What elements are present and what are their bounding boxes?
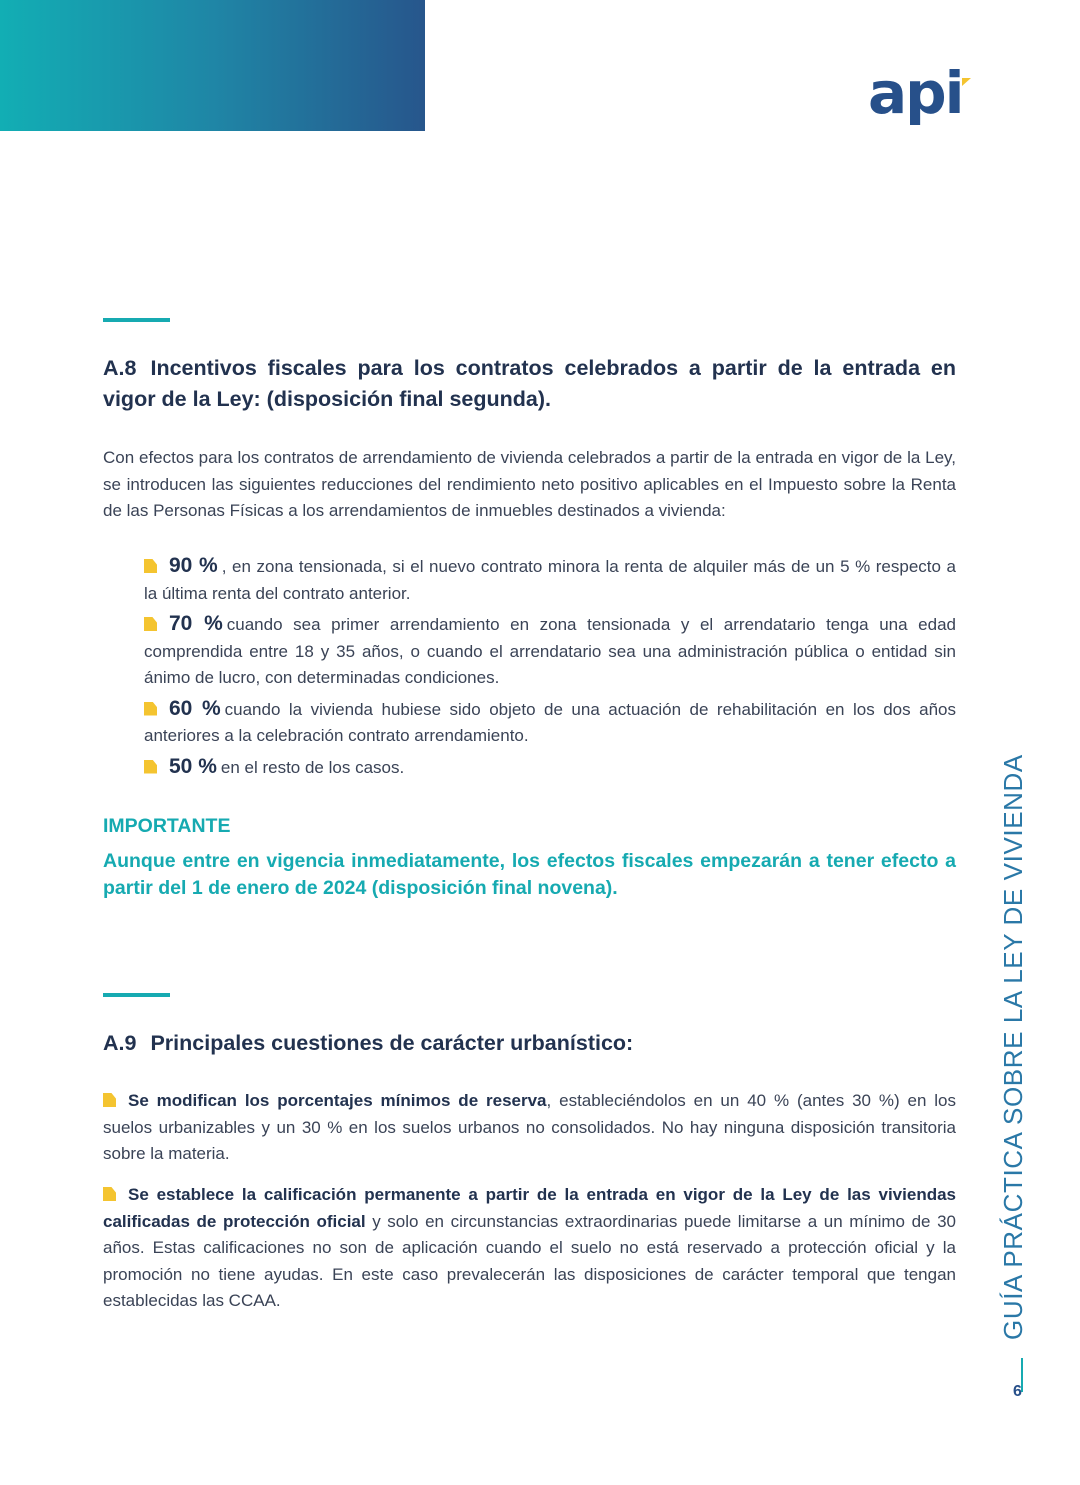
page-number: 6	[1013, 1383, 1022, 1400]
bullet-icon	[144, 559, 157, 573]
urban-item	[103, 1088, 956, 1168]
section-title-a8	[103, 353, 956, 415]
intro-paragraph: Con efectos para los contratos de arrendamiento de vivienda celebrados a partir de la entrada en vigor de la Ley, se introducen las siguientes reducciones del rendimiento neto positivo aplicables en el Impuesto sobre la Renta de las Personas Físicas a los arrendamientos de inmuebles destinados a vivienda:	[103, 448, 956, 520]
bullet-icon	[103, 1093, 116, 1107]
list-item	[144, 611, 956, 692]
percentage-value: 90 %	[169, 554, 218, 577]
section-title-text: Incentivos fiscales para los contratos celebrados a partir de la entrada en vigor de la Ley: (disposición final segunda).	[103, 356, 956, 411]
urban-item	[103, 1182, 956, 1315]
important-note: Aunque entre en vigencia inmediatamente, los efectos fiscales empezarán a tener efecto a partir del 1 de enero de 2024 (disposición final novena).	[103, 850, 956, 899]
list-item-text: cuando la vivienda hubiese sido objeto de una actuación de rehabilitación en los dos años anteriores a la celebración contrato arrendamiento.	[144, 699, 956, 745]
urban-item-text: , estableciéndolos en un 40 % (antes 30 %) en los suelos urbanizables y un 30 % en los suelos urbanos no consolidados. No hay ninguna disposición transitoria sobre la materia.	[103, 1091, 956, 1163]
list-item	[144, 696, 956, 750]
list-item	[144, 553, 956, 607]
reduction-list	[144, 553, 956, 785]
bullet-icon	[103, 1187, 116, 1201]
logo-wordmark: api	[868, 59, 963, 127]
list-item	[144, 754, 956, 782]
header-gradient-band	[0, 0, 425, 131]
section-number: A.9	[103, 1031, 137, 1055]
list-item-text: en el resto de los casos.	[220, 757, 405, 777]
section-title-text: Principales cuestiones de carácter urbanístico:	[150, 1031, 634, 1055]
bullet-icon	[144, 617, 157, 631]
urban-item-text: y solo en circunstancias extraordinarias puede limitarse a un mínimo de 30 años. Estas calificaciones no son de aplicación cuando el suelo no está reservado a protección oficial y la promoción no tiene ayudas. En este caso prevalecerán las disposiciones de carácter temporal que tengan establecidas las CCAA.	[103, 1211, 956, 1310]
important-label: IMPORTANTE	[103, 815, 231, 837]
percentage-value: 70 %	[169, 612, 223, 635]
urban-item-bold: Se establece la calificación permanente a partir de la entrada en vigor de la Ley de las viviendas calificadas de protección oficial	[103, 1185, 956, 1231]
percentage-value: 60 %	[169, 696, 221, 720]
urban-item-bold: Se modifican los porcentajes mínimos de reserva	[128, 1091, 547, 1110]
section-divider-a8	[103, 318, 170, 322]
percentage-value: 50 %	[169, 754, 217, 778]
bullet-icon	[144, 760, 157, 774]
section-number: A.8	[103, 356, 137, 380]
list-item-text: cuando sea primer arrendamiento en zona tensionada y el arrendatario tenga una edad comprendida entre 18 y 35 años, o cuando el arrendatario sea una administración pública o entidad sin ánimo de lucro, con determinadas condiciones.	[144, 615, 956, 687]
side-document-title: GUÍA PRÁCTICA SOBRE LA LEY DE VIVIENDA	[998, 754, 1028, 1340]
logo-accent-mark	[962, 78, 971, 86]
api-logo	[868, 59, 983, 140]
bullet-icon	[144, 702, 157, 716]
section-divider-a9	[103, 993, 170, 997]
section-title-a9	[103, 1028, 956, 1059]
list-item-text: , en zona tensionada, si el nuevo contrato minora la renta de alquiler más de un 5 % respecto a la última renta del contrato anterior.	[144, 557, 956, 603]
